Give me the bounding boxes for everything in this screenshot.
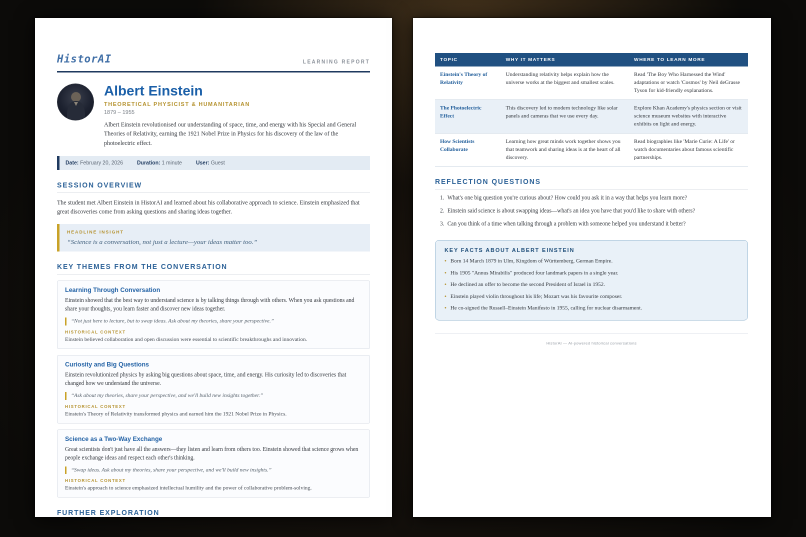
key-facts-box [435,240,748,320]
reflection-question [435,194,748,202]
headline-insight-callout [57,224,370,252]
historical-context-label: HISTORICAL CONTEXT [65,329,126,335]
meta-duration-value: 1 minute [161,159,182,166]
meta-user [196,160,225,166]
table-cell-topic: Einstein's Theory of Relativity [435,67,501,100]
historical-context-label: HISTORICAL CONTEXT [65,403,126,409]
question-number: 1. [440,195,445,202]
key-fact-text: Einstein played violin throughout his life; Mozart was his favourite composer. [450,293,623,300]
report-page-1 [35,18,392,517]
headline-insight-label: HEADLINE INSIGHT [67,229,124,235]
subject-role: THEORETICAL PHYSICIST & HUMANITARIAN [104,101,250,108]
bullet-icon: • [444,305,447,312]
key-fact-item [445,305,739,313]
profile-section [57,84,370,148]
column-header-why-it-matters: WHY IT MATTERS [501,53,629,67]
table-cell-why: This discovery led to modern technology like solar panels and cameras that we use every day. [501,100,629,133]
theme-card-quote: “Ask about my theories, share your perspective, and we'll build new insights together.” [65,392,362,400]
table-cell-why: Understanding relativity helps explain how the universe works at the biggest and smallest scales. [501,67,629,100]
session-overview-body: The student met Albert Einstein in HistorAI and learned about his collaborative approach to science. Einstein emphasized that great discoveries come from asking questions and sharing ideas together. [57,198,360,216]
table-row [435,100,748,133]
reflection-questions-section [435,178,748,229]
meta-date-label: Date: [65,159,79,166]
subject-name: Albert Einstein [104,83,203,99]
header-divider [57,71,370,73]
theme-card-body: Great scientists don't just have all the answers—they listen and learn from others too. Einstein showed that science grows when people exchange ideas and respect each other's thinking. [65,446,359,461]
key-fact-item [445,281,739,289]
meta-duration [137,160,182,166]
historical-context-text: Einstein believed collaboration and open discussion were essential to scientific breakthroughs and innovation. [65,336,308,343]
theme-card-title: Science as a Two-Way Exchange [65,435,163,443]
table-cell-where: Read biographies like 'Marie Curie: A Life' or watch documentaries about famous scientific partnerships. [629,133,748,166]
column-header-topic: TOPIC [435,53,501,67]
page-header [57,53,370,65]
report-type-label: LEARNING REPORT [302,59,370,65]
theme-card-body: Einstein revolutionized physics by asking big questions about space, time, and energy. His curiosity led to discoveries that changed how we understand the universe. [65,371,347,387]
table-cell-why: Learning how great minds work together shows you that teamwork and sharing ideas is at the heart of all discovery. [501,133,629,166]
table-cell-topic: How Scientists Collaborate [435,133,501,166]
question-number: 3. [440,220,445,227]
reflection-question [435,207,748,215]
session-meta-bar [57,156,370,170]
meta-user-label: User: [195,159,210,166]
session-overview-section [57,181,370,217]
bullet-icon: • [444,281,447,288]
subject-bio: Albert Einstein revolutionised our understanding of space, time, and energy with his Special and General Theories of Relativity, earning the 1921 Nobel Prize in Physics for his discovery of the law of the photoelectric effect. [104,120,357,147]
report-page-2 [413,18,771,517]
question-number: 2. [440,208,445,215]
key-fact-item [445,269,739,277]
meta-duration-label: Duration: [137,159,161,166]
further-exploration-title: FURTHER EXPLORATION [57,509,370,517]
key-themes-section [57,262,370,497]
key-fact-text: Born 14 March 1879 in Ulm, Kingdom of Württemberg, German Empire. [450,258,613,265]
key-fact-item [445,258,739,266]
table-cell-where: Explore Khan Academy's physics section or visit science museum websites with interactive exhibits on light and energy. [629,100,748,133]
table-cell-topic: The Photoelectric Effect [435,100,501,133]
key-fact-text: His 1905 "Annus Mirabilis" produced four landmark papers in a single year. [450,269,619,276]
headline-insight-quote: “Science is a conversation, not just a lecture—your ideas matter too.” [67,237,258,246]
question-text: What's one big question you're curious about? How could you ask it in a way that helps you learn more? [447,195,688,202]
subject-years: 1879 – 1955 [104,109,135,116]
theme-card-science-two-way-exchange [57,429,370,497]
column-header-where-to-learn-more: WHERE TO LEARN MORE [629,53,748,67]
reflection-questions-title: REFLECTION QUESTIONS [435,178,748,190]
historai-logo: HistorAI [57,53,112,65]
historical-context-label: HISTORICAL CONTEXT [65,478,126,484]
topics-table [435,53,748,167]
key-fact-text: He co-signed the Russell–Einstein Manifesto in 1955, calling for nuclear disarmament. [450,305,642,312]
meta-date [66,160,124,166]
theme-card-curiosity-and-big-questions [57,355,370,423]
key-facts-title: KEY FACTS ABOUT ALBERT EINSTEIN [444,247,575,254]
portrait-silhouette-icon [58,84,95,121]
key-fact-text: He declined an offer to become the second President of Israel in 1952. [450,281,606,288]
theme-card-learning-through-conversation [57,280,370,348]
meta-date-value: February 20, 2026 [80,159,123,166]
historical-context-text: Einstein's Theory of Relativity transformed physics and earned him the 1921 Nobel Prize in Physics. [65,410,287,417]
theme-card-title: Curiosity and Big Questions [65,360,150,368]
question-text: Can you think of a time when talking through a problem with someone helped you understand it better? [447,220,686,227]
key-fact-item [445,293,739,301]
page-footer-text: HistorAI — AI-powered historical conversations [546,341,637,346]
question-text: Einstein said science is about swapping ideas—what's an idea you have that you'd like to share with others? [447,208,696,215]
meta-user-value: Guest [210,159,225,166]
theme-card-quote: “Not just here to lecture, but to swap ideas. Ask about my theories, share your perspective.” [65,318,362,326]
table-header-row [435,53,748,67]
theme-card-body: Einstein showed that the best way to understand science is by talking things through with others. When you ask questions and share your thoughts, you learn faster and discover new ideas together. [65,297,355,313]
bullet-icon: • [444,293,447,300]
einstein-portrait [57,84,94,121]
key-themes-title: KEY THEMES FROM THE CONVERSATION [57,262,370,274]
table-row [435,67,748,100]
further-exploration-section [57,509,370,517]
theme-card-title: Learning Through Conversation [65,286,161,294]
table-cell-where: Read 'The Boy Who Harnessed the Wind' adaptations or watch 'Cosmos' by Neil deGrasse Tyson for kid-friendly explanations. [629,67,748,100]
reflection-question [435,220,748,228]
footer-divider [435,334,748,335]
bullet-icon: • [444,258,447,265]
session-overview-title: SESSION OVERVIEW [57,181,370,193]
bullet-icon: • [444,269,447,276]
historical-context-text: Einstein's approach to science emphasized intellectual humility and the power of collaborative problem-solving. [65,485,312,492]
table-row [435,133,748,166]
theme-card-quote: “Swap ideas. Ask about my theories, share your perspective, and we'll build new insights.” [65,467,362,475]
